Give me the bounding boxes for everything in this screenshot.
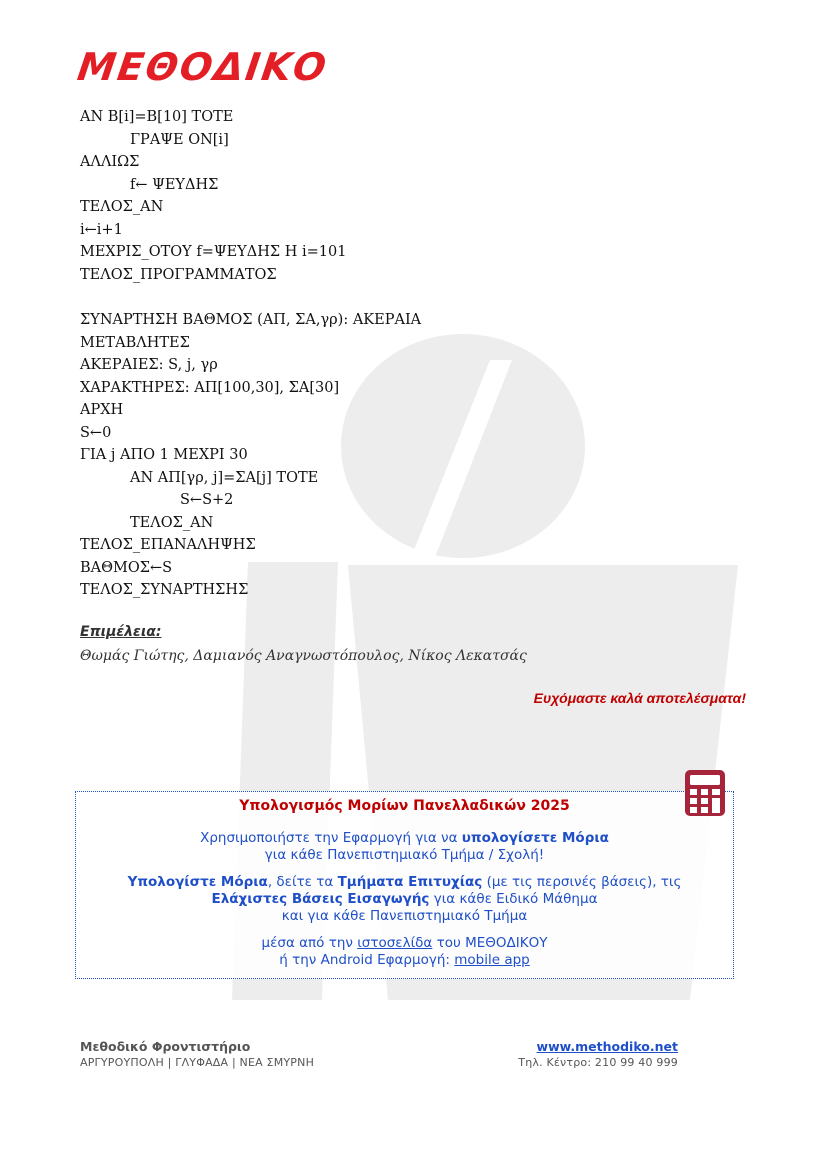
code-line: S←0	[80, 424, 112, 441]
code-line: ΑΛΛΙΩΣ	[80, 154, 140, 170]
methodiko-logo: ΜΕΘΟΔΙΚΟ	[74, 45, 331, 89]
code-line: ΜΕΧΡΙΣ_ΟΤΟΥ f=ΨΕΥΔΗΣ Η i=101	[80, 244, 347, 260]
code-line: ΓΙΑ j ΑΠΟ 1 ΜΕΧΡΙ 30	[80, 447, 248, 463]
text-span: μέσα από την	[261, 935, 358, 951]
code-line: ΜΕΤΑΒΛΗΤΕΣ	[80, 334, 190, 351]
mobile-app-link[interactable]: mobile app	[454, 952, 530, 968]
code-line: ΒΑΘΜΟΣ←S	[80, 559, 173, 576]
text-span: Ελάχιστες Βάσεις Εισαγωγής	[211, 891, 430, 907]
text-span: του ΜΕΘΟΔΙΚΟΥ	[432, 935, 548, 951]
code-line: ΤΕΛΟΣ_ΕΠΑΝΑΛΗΨΗΣ	[80, 537, 256, 553]
code-line: S←S+2	[180, 492, 234, 508]
code-line: ΤΕΛΟΣ_ΣΥΝΑΡΤΗΣΗΣ	[80, 582, 249, 598]
text-span: ή την Android Εφαρμογή:	[279, 952, 455, 968]
calculate-points-text: υπολογίσετε Μόρια	[461, 830, 609, 846]
code-line: ΑΡΧΗ	[80, 402, 124, 418]
text-span: Υπολογίστε Μόρια	[127, 874, 268, 890]
footer-website-link[interactable]: www.methodiko.net	[536, 1039, 678, 1054]
footer-phone: Τηλ. Κέντρο: 210 99 40 999	[518, 1056, 678, 1069]
code-line: ΣΥΝΑΡΤΗΣΗ ΒΑΘΜΟΣ (ΑΠ, ΣΑ,γρ): ΑΚΕΡΑΙΑ	[80, 312, 422, 328]
editors-names: Θωμάς Γιώτης, Δαμιανός Αναγνωστόπουλος, Νίκος Λεκατσάς	[80, 648, 527, 664]
text-span: Τμήματα Επιτυχίας	[337, 874, 483, 890]
code-line: ΑΝ ΑΠ[γρ, j]=ΣΑ[j] ΤΟΤΕ	[130, 469, 319, 486]
code-line: f← ΨΕΥΔΗΣ	[130, 176, 219, 193]
box-paragraph-3	[76, 935, 733, 969]
text-span: , δείτε τα	[267, 874, 338, 890]
calculator-icon	[684, 769, 726, 817]
text-span: για κάθε Πανεπιστημιακό Τμήμα / Σχολή!	[264, 847, 545, 863]
website-link[interactable]: ιστοσελίδα	[357, 935, 433, 951]
code-line: ΑΚΕΡΑΙΕΣ: S, j, γρ	[80, 357, 218, 373]
text-span: (με τις περσινές βάσεις), τις	[482, 874, 682, 890]
footer-company-name: Μεθοδικό Φροντιστήριο	[80, 1039, 251, 1054]
box-title: Υπολογισμός Μορίων Πανελλαδικών 2025	[239, 798, 570, 814]
editors-label: Επιμέλεια:	[80, 624, 162, 640]
code-line: ΤΕΛΟΣ_ΠΡΟΓΡΑΜΜΑΤΟΣ	[80, 266, 277, 283]
code-line: i←i+1	[80, 221, 123, 238]
box-paragraph-2	[76, 874, 733, 925]
text-span: για κάθε Ειδικό Μάθημα	[429, 891, 598, 907]
footer-locations: ΑΡΓΥΡΟΥΠΟΛΗ | ΓΛΥΦΑΔΑ | ΝΕΑ ΣΜΥΡΝΗ	[80, 1056, 315, 1069]
text-span: και για κάθε Πανεπιστημιακό Τμήμα	[281, 908, 528, 924]
box-paragraph-1	[76, 830, 733, 864]
code-line: ΧΑΡΑΚΤΗΡΕΣ: ΑΠ[100,30], ΣΑ[30]	[80, 379, 340, 396]
code-line: ΤΕΛΟΣ_ΑΝ	[80, 199, 164, 215]
text-span: Χρησιμοποιήστε την Εφαρμογή για να	[200, 830, 462, 846]
code-line: ΤΕΛΟΣ_ΑΝ	[130, 514, 214, 531]
pseudocode-block	[80, 106, 421, 602]
footer-right	[518, 1039, 678, 1069]
code-line: ΓΡΑΨΕ ΟΝ[i]	[130, 131, 229, 148]
code-line: ΑΝ Β[i]=Β[10] ΤΟΤΕ	[80, 109, 234, 125]
wishes-text: Ευχόμαστε καλά αποτελέσματα!	[533, 690, 746, 706]
footer-left	[80, 1039, 314, 1069]
points-calculator-box	[75, 791, 734, 979]
